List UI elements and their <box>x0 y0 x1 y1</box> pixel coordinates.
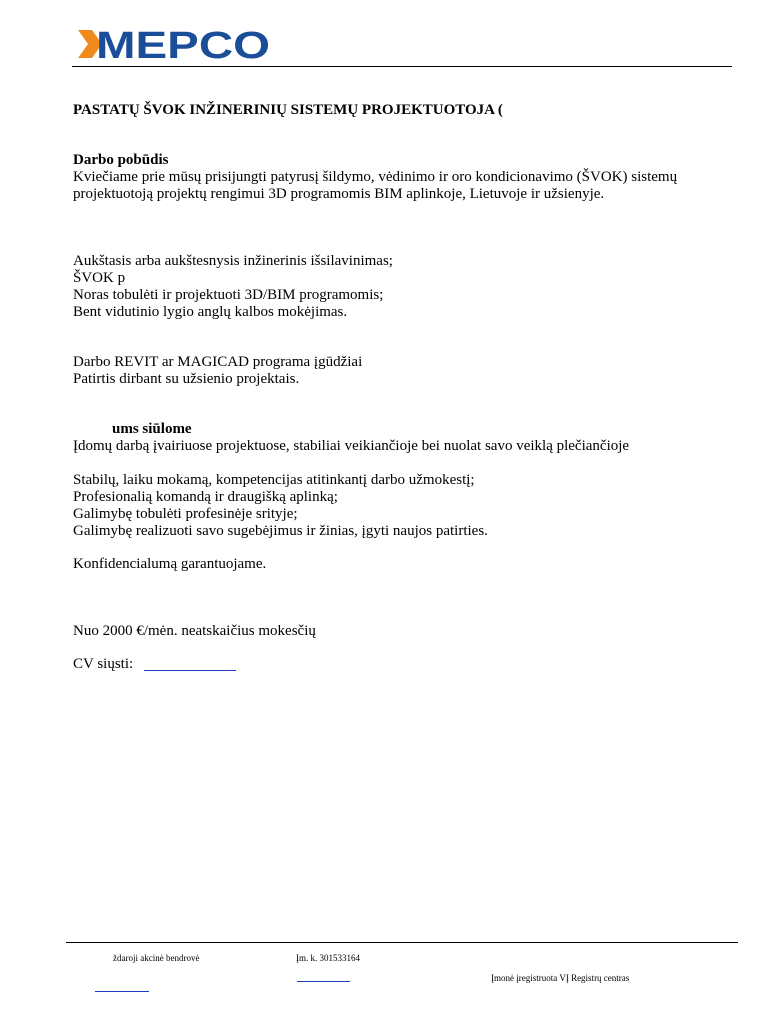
footer-company-type: ždaroji akcinė bendrovė <box>113 953 200 963</box>
section-heading-offer: ums siūlome <box>112 421 192 437</box>
cv-email-link[interactable] <box>144 670 236 671</box>
footer-link[interactable] <box>297 981 350 982</box>
advantage-item: Darbo REVIT ar MAGICAD programa įgūdžiai <box>73 354 363 370</box>
job-title: PASTATŲ ŠVOK INŽINERINIŲ SISTEMŲ PROJEKTUOTOJA ( <box>73 102 503 118</box>
footer-divider <box>66 942 738 943</box>
description-line: Kviečiame prie mūsų prisijungti patyrusį šildymo, vėdinimo ir oro kondicionavimo (ŠVOK) sistemų <box>73 169 678 185</box>
requirement-item: Bent vidutinio lygio anglų kalbos mokėjimas. <box>73 304 348 320</box>
offer-item: Galimybę realizuoti savo sugebėjimus ir žinias, įgyti naujos patirties. <box>73 523 488 539</box>
offer-intro: Įdomų darbą įvairiuose projektuose, stabiliai veikiančioje bei nuolat savo veiklą plečiančioje <box>73 438 630 454</box>
advantage-item: Patirtis dirbant su užsienio projektais. <box>73 371 300 387</box>
salary-text: Nuo 2000 €/mėn. neatskaičius mokesčių <box>73 623 316 639</box>
offer-item: Profesionalią komandą ir draugišką aplinką; <box>73 489 338 505</box>
footer-company-code: Įm. k. 301533164 <box>296 953 360 963</box>
footer-registry: Įmonė įregistruota VĮ Registrų centras <box>491 973 630 983</box>
confidentiality-note: Konfidencialumą garantuojame. <box>73 556 267 572</box>
footer-link[interactable] <box>95 991 149 992</box>
section-heading-darbo-pobudis: Darbo pobūdis <box>73 152 169 168</box>
requirement-item: Aukštasis arba aukštesnysis inžinerinis išsilavinimas; <box>73 253 393 269</box>
mepco-logo <box>78 26 272 62</box>
header-divider <box>72 66 732 67</box>
requirement-item: ŠVOK p <box>73 270 126 286</box>
logo-text: MEPCO <box>96 26 270 62</box>
cv-label: CV siųsti: <box>73 656 134 672</box>
description-line: projektuotoją projektų rengimui 3D programomis BIM aplinkoje, Lietuvoje ir užsienyje. <box>73 186 605 202</box>
offer-item: Stabilų, laiku mokamą, kompetencijas atitinkantį darbo užmokestį; <box>73 472 475 488</box>
requirement-item: Noras tobulėti ir projektuoti 3D/BIM programomis; <box>73 287 384 303</box>
offer-item: Galimybę tobulėti profesinėje srityje; <box>73 506 298 522</box>
